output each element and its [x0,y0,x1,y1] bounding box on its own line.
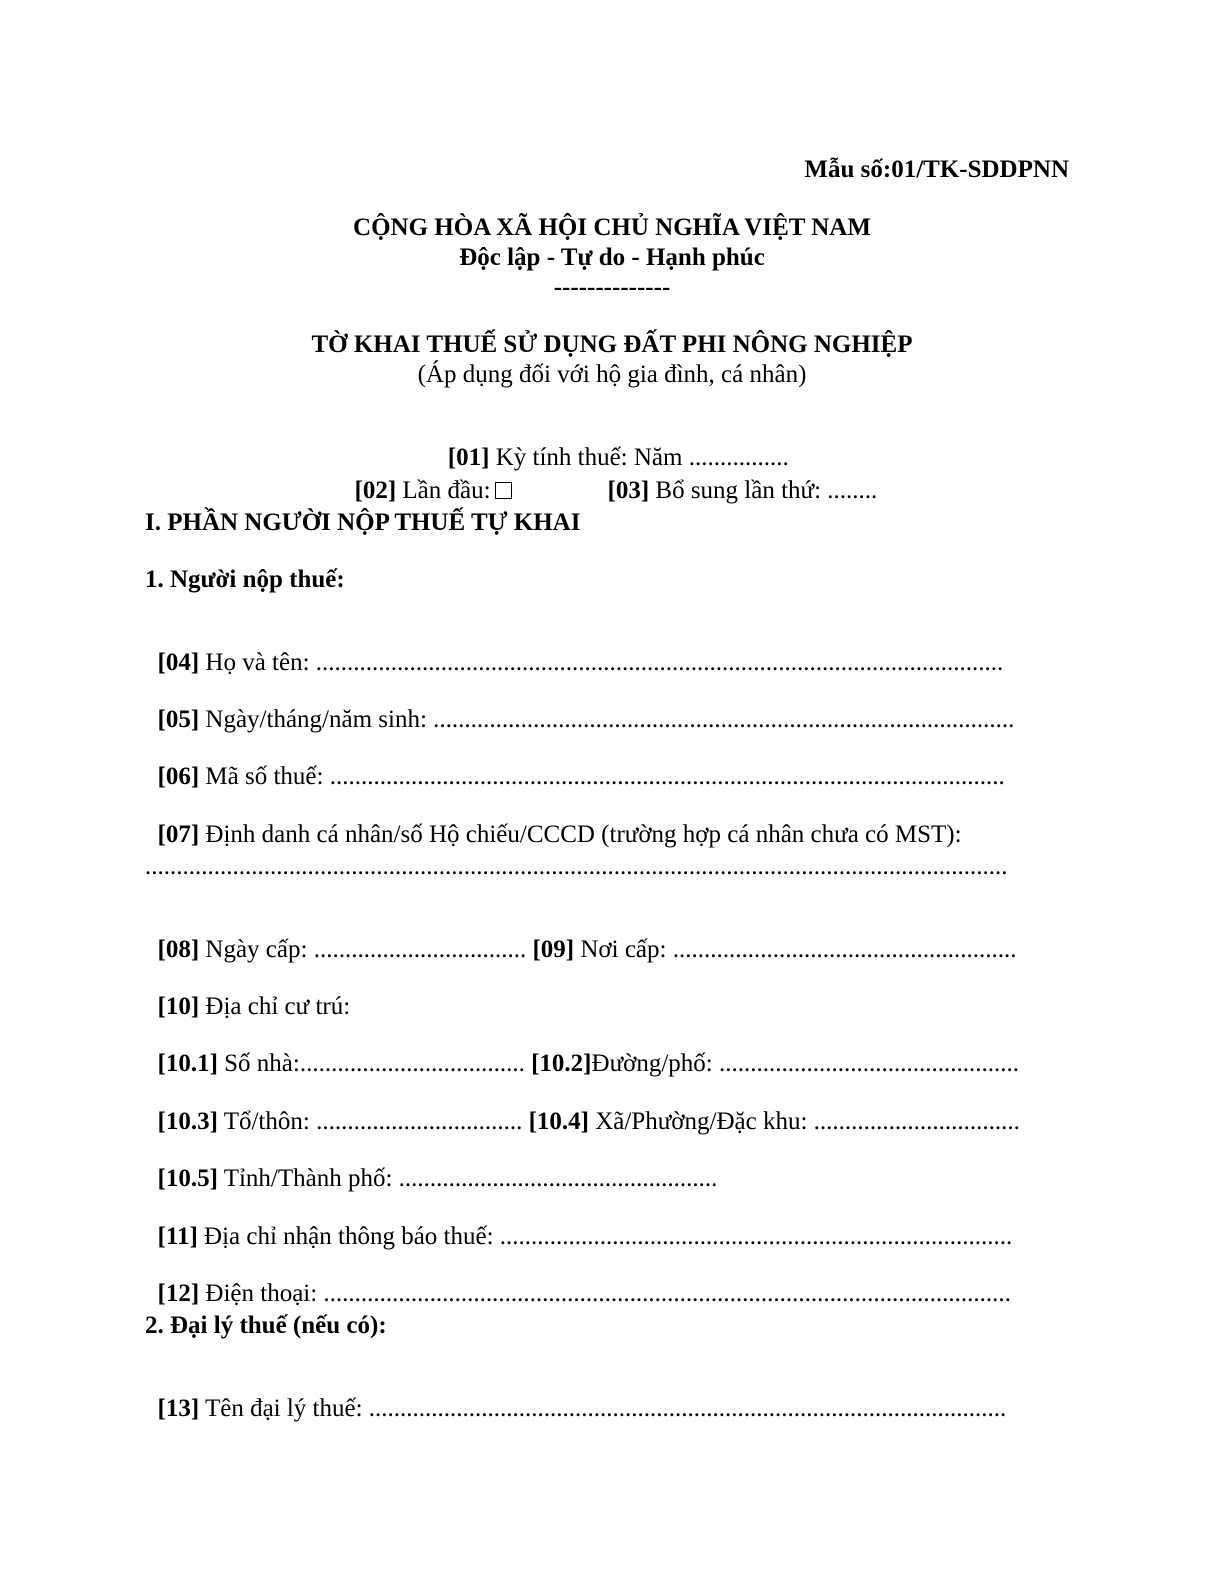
field-10-1-10-2-address [145,1026,1019,1076]
field-07-personal-id-input[interactable]: .......................................................................................................................................... [145,853,1008,880]
field-10-5-province[interactable] [145,1141,717,1191]
field-code: [10.2] [531,1050,592,1077]
field-code: [12] [157,1280,200,1307]
field-label: Điện thoại: .............................................................................................................. [199,1280,1011,1307]
field-03-supplement [595,453,877,503]
issue-place-field[interactable]: Nơi cấp: ....................................................... [574,936,1017,963]
field-code: [03] [607,477,650,504]
field-label: Họ và tên: .............................................................................................................. [199,649,1004,676]
country-heading: CỘNG HÒA XÃ HỘI CHỦ NGHĨA VIỆT NAM [353,214,871,241]
field-10-residence-address [145,969,350,1019]
field-07-personal-id [145,797,962,847]
issue-date-field[interactable]: Ngày cấp: .................................. [199,936,533,963]
house-number-field[interactable]: Số nhà:.................................... [217,1050,532,1077]
form-code: Mẫu số:01/TK-SDDPNN [804,156,1069,183]
field-label: Lần đầu: [396,477,491,504]
field-label[interactable]: Kỳ tính thuế: Năm ................ [489,444,789,471]
field-04-full-name[interactable] [145,625,1003,675]
field-code: [10.1] [157,1050,218,1077]
field-code: [06] [157,763,200,790]
field-code: [13] [157,1395,200,1422]
field-code: [09] [532,936,575,963]
field-label: Ngày/tháng/năm sinh: ............................................................................................. [199,706,1015,733]
field-11-notice-address[interactable] [145,1199,1012,1249]
form-subtitle: (Áp dụng đối với hộ gia đình, cá nhân) [417,361,807,388]
field-label: Địa chỉ cư trú: [199,993,351,1020]
first-time-checkbox[interactable] [495,482,512,499]
field-code: [04] [157,649,200,676]
field-06-tax-code[interactable] [145,739,1005,789]
field-10-3-10-4-address [145,1084,1020,1134]
field-08-09-issue-info [145,912,1016,962]
field-label: Tên đại lý thuế: ...................................................................................................... [199,1395,1007,1422]
form-title: TỜ KHAI THUẾ SỬ DỤNG ĐẤT PHI NÔNG NGHIỆP [311,331,913,358]
field-code: [05] [157,706,200,733]
section-1-heading: I. PHẦN NGƯỜI NỘP THUẾ TỰ KHAI [145,509,581,536]
field-05-birth-date[interactable] [145,682,1014,732]
field-code: [02] [354,477,397,504]
field-code: [10.3] [157,1108,218,1135]
ward-field[interactable]: Xã/Phường/Đặc khu: ................................. [588,1108,1020,1135]
field-13-agent-name[interactable] [145,1371,1006,1421]
subsection-tax-agent-heading: 2. Đại lý thuế (nếu có): [145,1312,387,1339]
field-label: Địa chỉ nhận thông báo thuế: .................................................................................. [197,1223,1013,1250]
field-label: Tỉnh/Thành phố: ................................................... [217,1165,718,1192]
field-code: [07] [157,821,200,848]
hamlet-field[interactable]: Tổ/thôn: ................................. [217,1108,529,1135]
field-code: [01] [447,444,490,471]
field-code: [10] [157,993,200,1020]
field-02-first-time [342,453,512,503]
field-label: Mã số thuế: ............................................................................................................ [199,763,1005,790]
street-field[interactable]: Đường/phố: ................................................ [591,1050,1019,1077]
header-separator: -------------- [553,274,671,301]
field-label: Định danh cá nhân/số Hộ chiếu/CCCD (trường hợp cá nhân chưa có MST): [199,821,962,848]
field-code: [08] [157,936,200,963]
subsection-taxpayer-heading: 1. Người nộp thuế: [145,566,345,593]
field-code: [10.4] [528,1108,589,1135]
field-label[interactable]: Bổ sung lần thứ: ........ [649,477,878,504]
field-12-phone[interactable] [145,1256,1011,1306]
field-code: [11] [157,1223,198,1250]
motto-heading: Độc lập - Tự do - Hạnh phúc [459,244,765,271]
field-code: [10.5] [157,1165,218,1192]
